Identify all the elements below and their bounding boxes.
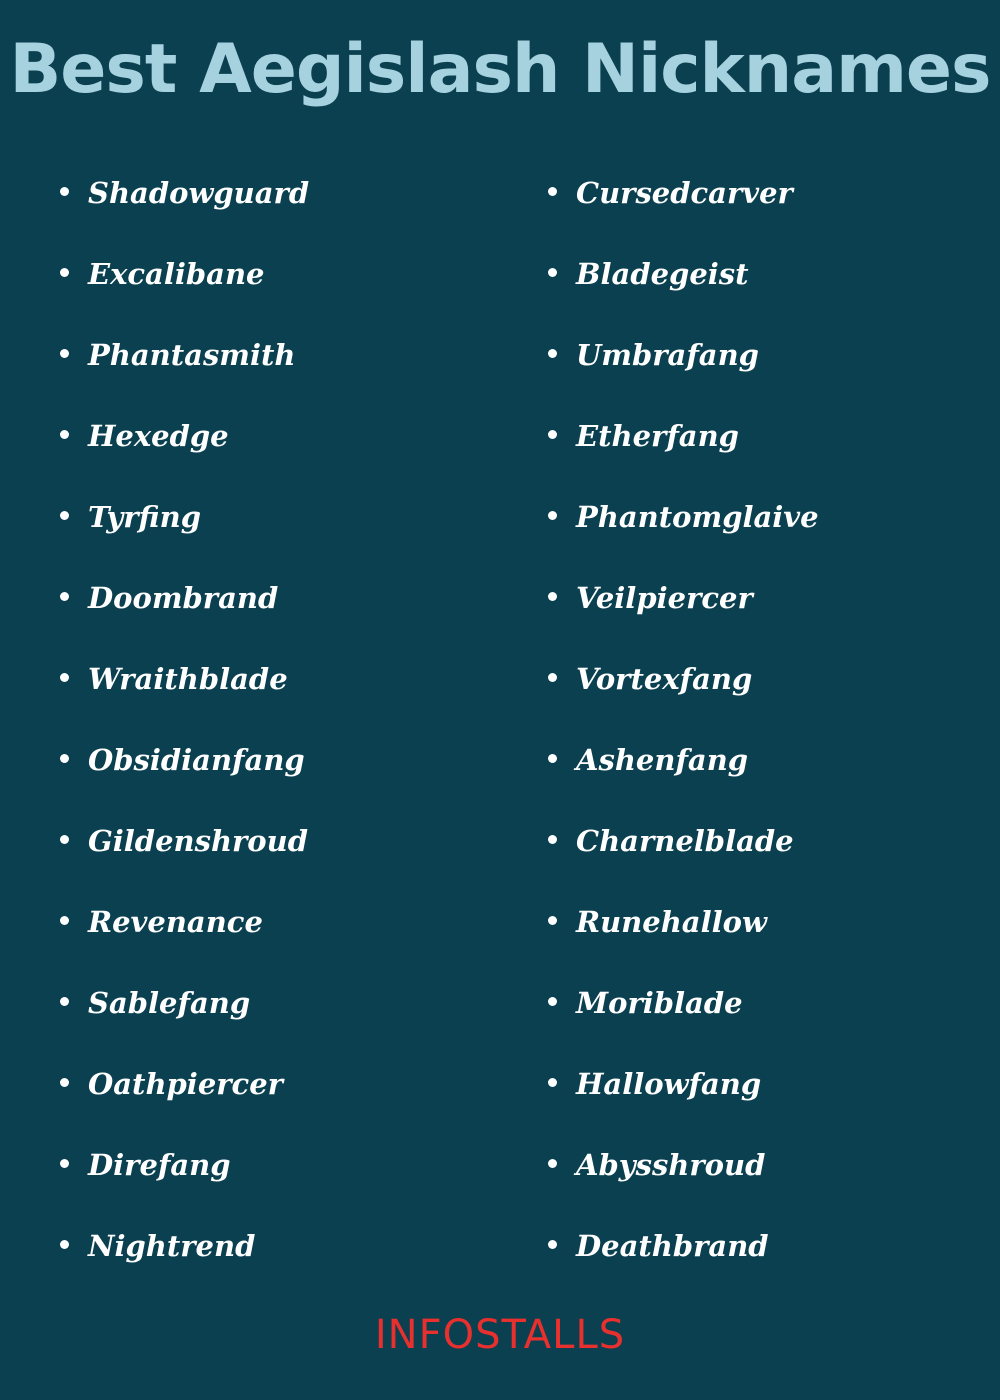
bullet-icon [60, 997, 69, 1006]
list-item [60, 1043, 309, 1124]
list-item [548, 557, 819, 638]
bullet-icon [60, 430, 69, 439]
bullet-icon [548, 997, 557, 1006]
nickname: Etherfang [576, 418, 739, 453]
bullet-icon [548, 349, 557, 358]
nickname: Charnelblade [576, 823, 794, 858]
nickname: Nightrend [88, 1228, 256, 1263]
list-item [60, 557, 309, 638]
nickname: Oathpiercer [88, 1066, 283, 1101]
bullet-icon [548, 754, 557, 763]
bullet-icon [60, 1078, 69, 1087]
bullet-icon [548, 835, 557, 844]
page-title: Best Aegislash Nicknames [9, 30, 991, 109]
nickname: Phantomglaive [576, 499, 819, 534]
bullet-icon [548, 916, 557, 925]
bullet-icon [60, 187, 69, 196]
list-item [60, 719, 309, 800]
list-item [60, 395, 309, 476]
nickname: Runehallow [576, 904, 767, 939]
list-item [60, 638, 309, 719]
nickname: Umbrafang [576, 337, 759, 372]
bullet-icon [548, 1159, 557, 1168]
nickname: Doombrand [88, 580, 279, 615]
bullet-icon [60, 835, 69, 844]
bullet-icon [548, 187, 557, 196]
list-item [60, 962, 309, 1043]
bullet-icon [548, 430, 557, 439]
nickname: Gildenshroud [88, 823, 309, 858]
bullet-icon [60, 592, 69, 601]
bullet-icon [60, 268, 69, 277]
list-item [548, 881, 819, 962]
list-item [548, 1205, 819, 1286]
nickname: Direfang [88, 1147, 231, 1182]
nickname: Revenance [88, 904, 263, 939]
nickname: Abysshroud [576, 1147, 766, 1182]
bullet-icon [548, 1078, 557, 1087]
list-item [548, 800, 819, 881]
list-item [548, 638, 819, 719]
nickname: Obsidianfang [88, 742, 305, 777]
nickname: Hexedge [88, 418, 229, 453]
nickname: Moriblade [576, 985, 743, 1020]
list-item [60, 881, 309, 962]
list-item [548, 152, 819, 233]
bullet-icon [548, 268, 557, 277]
list-item [60, 1205, 309, 1286]
bullet-icon [548, 1240, 557, 1249]
nickname-list-left [60, 152, 309, 1286]
nickname: Phantasmith [88, 337, 296, 372]
brand-logo: INFOSTALLS [374, 1312, 626, 1358]
bullet-icon [60, 349, 69, 358]
list-item [60, 314, 309, 395]
list-item [60, 152, 309, 233]
bullet-icon [60, 511, 69, 520]
list-item [548, 233, 819, 314]
bullet-icon [548, 511, 557, 520]
list-item [548, 719, 819, 800]
nickname: Deathbrand [576, 1228, 769, 1263]
list-item [60, 800, 309, 881]
list-item [548, 962, 819, 1043]
nickname: Veilpiercer [576, 580, 753, 615]
list-item [60, 476, 309, 557]
nickname: Tyrfing [88, 499, 201, 534]
bullet-icon [60, 673, 69, 682]
list-item [548, 395, 819, 476]
nickname: Excalibane [88, 256, 265, 291]
nickname: Shadowguard [88, 175, 310, 210]
list-item [548, 314, 819, 395]
list-item [548, 1043, 819, 1124]
nickname: Ashenfang [576, 742, 749, 777]
bullet-icon [548, 592, 557, 601]
nickname: Bladegeist [576, 256, 749, 291]
list-item [60, 1124, 309, 1205]
list-item [60, 233, 309, 314]
nickname: Vortexfang [576, 661, 753, 696]
nickname: Cursedcarver [576, 175, 793, 210]
bullet-icon [60, 1159, 69, 1168]
bullet-icon [60, 916, 69, 925]
bullet-icon [60, 754, 69, 763]
nickname: Hallowfang [576, 1066, 762, 1101]
bullet-icon [548, 673, 557, 682]
list-item [548, 1124, 819, 1205]
list-item [548, 476, 819, 557]
bullet-icon [60, 1240, 69, 1249]
nickname: Wraithblade [88, 661, 288, 696]
nickname: Sablefang [88, 985, 251, 1020]
nickname-list-right [548, 152, 819, 1286]
